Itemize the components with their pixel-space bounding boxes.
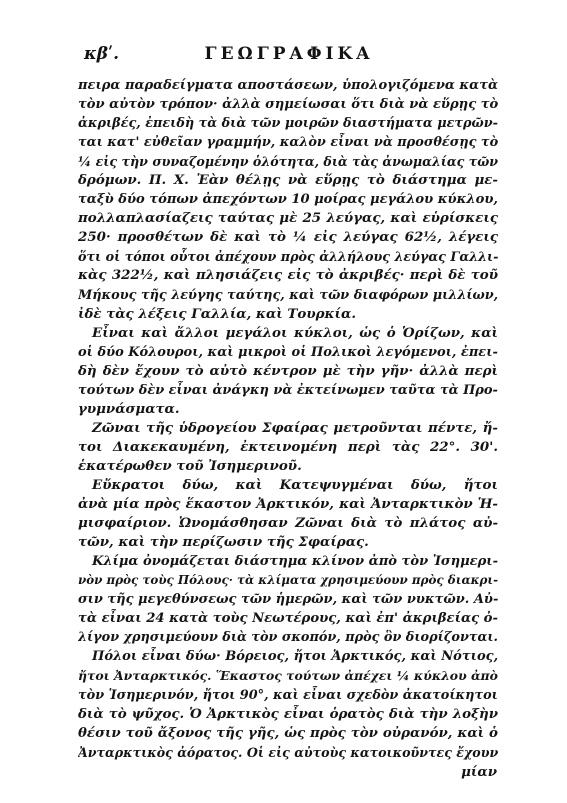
text-line: ὅτι οἱ τόποι οὗτοι ἀπέχουν πρὸς ἀλλήλους λεύγας Γαλλι- (78, 249, 498, 265)
text-line: ἤτοι Ἀνταρκτικός. Ἕκαστος τούτων ἀπέχει ¼ κύκλου ἀπὸ (78, 668, 498, 684)
text-line: ται κατ' εὐθεῖαν γραμμήν, καλὸν εἶναι νὰ προσθέσῃς τὸ (78, 135, 498, 151)
text-line: τὸν Ἰσημερινόν, ἤτοι 90°, καὶ εἶναι σχεδὸν ἀκατοίκητοι (78, 687, 498, 703)
text-line: δρόμων. Π. Χ. Ἐὰν θέλῃς νὰ εὕρῃς τὸ διάστημα με- (78, 172, 498, 189)
text-line: οἱ δύο Κόλουροι, καὶ μικροὶ οἱ Πολικοὶ λεγόμενοι, ἐπει- (78, 344, 498, 360)
text-line: τὰ εἶναι 24 κατὰ τοὺς Νεωτέρους, καὶ ἐπ' ἀκριβείας ὀ- (78, 611, 498, 627)
text-line: Πόλοι εἶναι δύω· Βόρειος, ἤτοι Ἀρκτικός, καὶ Νότιος, (92, 649, 498, 665)
text-line: δὴ δὲν ἔχουν τὸ αὐτὸ κέντρον μὲ τὴν γῆν· ἀλλὰ περὶ (78, 362, 498, 379)
text-line: ἑκατέρωθεν τοῦ Ἰσημερινοῦ. (78, 457, 302, 474)
text-line: τὸν αὐτὸν τρόπον· ἀλλὰ σημείωσαι ὅτι διὰ νὰ εὕρῃς τὸ (78, 97, 498, 113)
text-line: διὰ τὸ ψῦχος. Ὁ Ἀρκτικὸς εἶναι ὁρατὸς διὰ τὴν λοξὴν (78, 705, 498, 722)
text-line: νὸν πρὸς τοὺς Πόλους· τὰ κλίματα χρησιμεύουν πρὸς διακρι- (78, 573, 498, 588)
text-line: ἀκριβές, ἐπειδὴ τὰ διὰ τῶν μοιρῶν διαστήματα μετρῶν- (78, 116, 498, 132)
text-line: γυμνάσματα. (78, 400, 180, 417)
text-line: λίγον χρησιμεύουν διὰ τὸν σκοπόν, πρὸς ὃν διορίζονται. (78, 630, 498, 646)
text-line: ταξὺ δύο τόπων ἀπεχόντων 10 μοίρας μεγάλου κύκλου, (78, 192, 498, 208)
text-line: ¼ εἰς τὴν συναζομένην ὁλότητα, διὰ τὰς ἀνωμαλίας τῶν (78, 154, 498, 170)
body-text (78, 76, 498, 762)
text-line: τῶν, καὶ τὴν περίζωσιν τῆς Σφαίρας. (78, 534, 369, 551)
page-header (84, 44, 494, 72)
page-number: κβʹ. (84, 44, 120, 64)
text-line: Εἶναι καὶ ἄλλοι μεγάλοι κύκλοι, ὡς ὁ Ὁρίζων, καὶ (92, 324, 498, 341)
text-line: τούτων δὲν εἶναι ἀνάγκη νὰ ἐκτείνωμεν ταῦτα τὰ Προ- (78, 382, 498, 398)
text-line: Εὔκρατοι δύω, καὶ Κατεψυγμέναι δύω, ἤτοι (92, 476, 498, 493)
text-line: τοι Διακεκαυμένη, ἐκτεινομένη περὶ τὰς 22°. 30'. (78, 438, 498, 455)
text-line: θέσιν τοῦ ἄξονος τῆς γῆς, ὡς πρὸς τὸν οὐρανόν, καὶ ὁ (78, 724, 498, 741)
text-line: Ζῶναι τῆς ὑδρογείου Σφαίρας μετροῦνται πέντε, ἤ- (92, 419, 498, 436)
running-title: ΓΕΩΓΡΑΦΙΚΑ (204, 44, 374, 64)
text-line: σιν τῆς μεγεθύνσεως τῶν ἡμερῶν, καὶ τῶν νυκτῶν. Αὐ- (78, 592, 498, 608)
text-line: Κλίμα ὀνομάζεται διάστημα κλίνον ἀπὸ τὸν Ἰσημερι- (92, 554, 498, 570)
text-line: ἀνὰ μία πρὸς ἕκαστον Ἀρκτικόν, καὶ Ἀνταρκτικὸν Ἡ- (78, 496, 498, 513)
text-line: μισφαίριον. Ὠνομάσθησαν Ζῶναι διὰ τὸ πλάτος αὐ- (78, 515, 498, 532)
text-line: ἰδὲ τὰς λέξεις Γαλλία, καὶ Τουρκία. (78, 305, 356, 322)
catchword: μίαν (461, 764, 497, 780)
text-line: κὰς 322½, καὶ πλησιάζεις εἰς τὸ ἀκριβές· περὶ δὲ τοῦ (78, 267, 498, 284)
text-line: πολλαπλασίαζεις ταύτας μὲ 25 λεύγας, καὶ εὑρίσκεις (78, 210, 498, 227)
text-line: Ἀνταρκτικὸς ἀόρατος. Οἱ εἰς αὐτοὺς κατοικοῦντες ἔχουν (78, 744, 498, 760)
text-line: 250· προσθέτων δὲ καὶ τὸ ¼ εἰς λεύγας 62½, λέγεις (78, 229, 498, 246)
text-line: Μήκους τῆς λεύγης ταύτης, καὶ τῶν διαφόρων μιλλίων, (78, 287, 498, 303)
text-line: πειρα παραδείγματα αποστάσεων, ὑπολογιζόμενα κατὰ (78, 78, 498, 93)
